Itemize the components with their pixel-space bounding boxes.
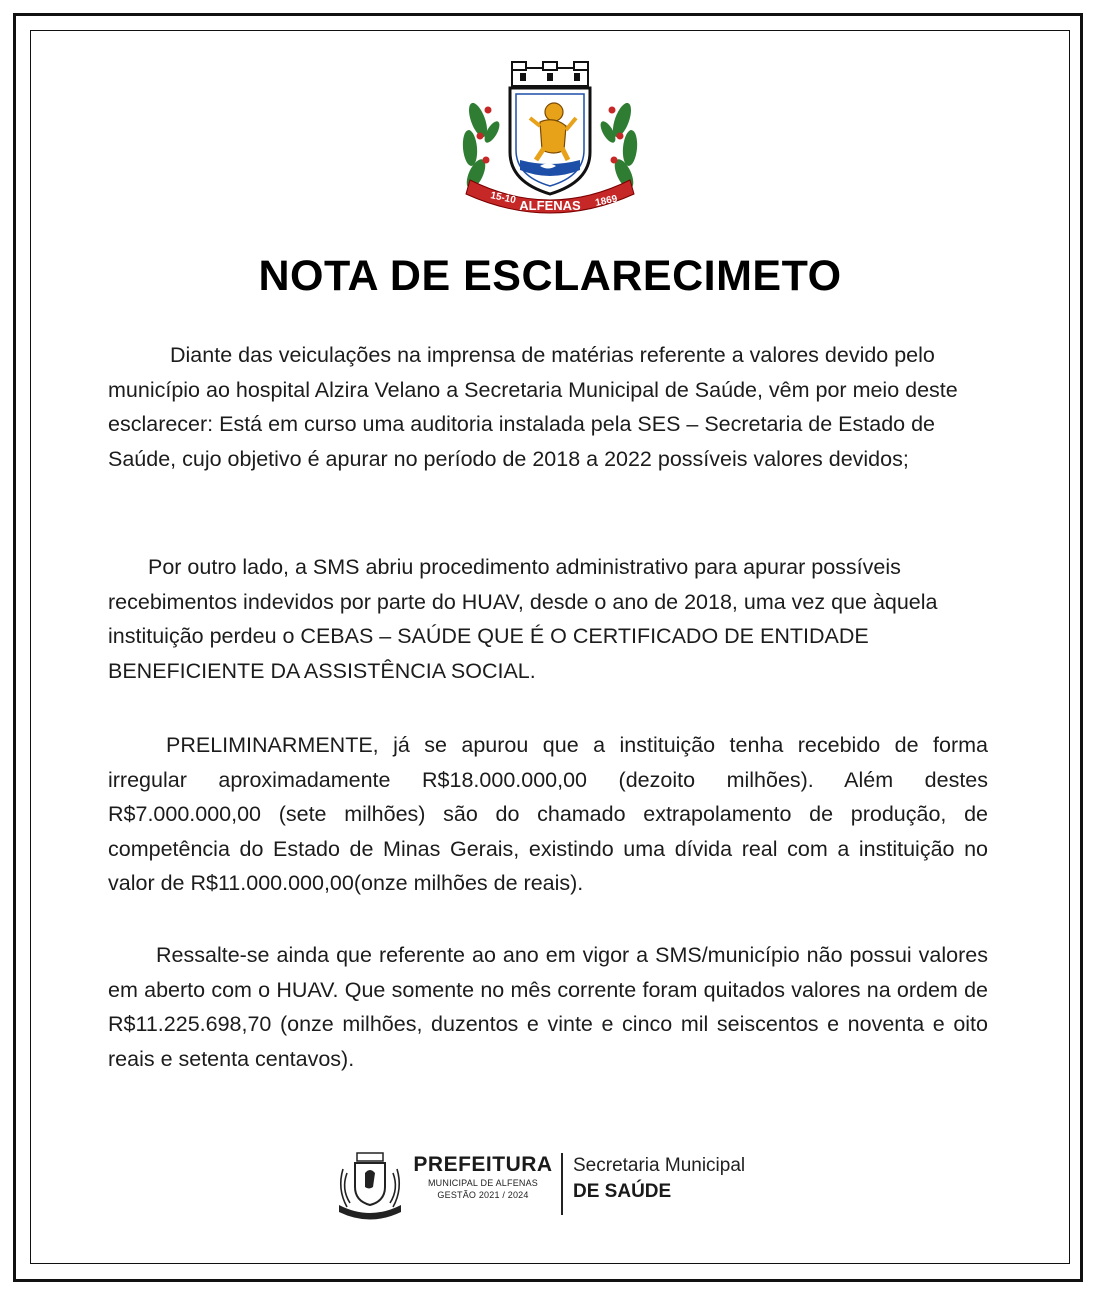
document-title: NOTA DE ESCLARECIMETO [258,252,842,300]
crest-banner-right: 1869 [594,193,619,209]
paragraph-4: Ressalte-se ainda que referente ao ano em vigor a SMS/município não possui valores em aberto com o HUAV. Que somente no mês corrente foram quitados valores na ordem de R$11.225.698,70 (onze milhões, duzentos e vinte e cinco mil seiscentos e noventa e oito reais e setenta centavos). [108,943,988,1071]
paragraph-1: Diante das veiculações na imprensa de matérias referente a valores devido pelo município ao hospital Alzira Velano a Secretaria Municipal de Saúde, vêm por meio deste esclarecer: Está em curso uma auditoria instalada pela SES – Secretaria de Estado de Saúde, cujo objetivo é apurar no período de 2018 a 2022 possíveis valores devidos; [108,343,958,471]
secretaria-block [573,1153,773,1205]
secretaria-label: Secretaria Municipal [573,1155,746,1176]
departamento-label: DE SAÚDE [573,1181,672,1202]
paragraph-2: Por outro lado, a SMS abriu procedimento administrativo para apurar possíveis recebimentos indevidos por parte do HUAV, desde o ano de 2018, uma vez que àquela instituição perdeu o CEBAS – SAÚDE QUE É O CERTIFICADO DE ENTIDADE BENEFICIENTE DA ASSISTÊNCIA SOCIAL. [108,555,938,683]
prefeitura-crest-icon [335,1149,405,1221]
alfenas-coat-of-arms [450,60,650,220]
crest-banner-center: ALFENAS [519,198,581,213]
prefeitura-label: PREFEITURA [413,1153,553,1176]
crest-banner-left: 15-10 [489,190,517,207]
footer-signature [335,1147,775,1222]
municipal-label: MUNICIPAL DE ALFENAS [427,1178,539,1188]
footer-divider [561,1153,563,1215]
paragraph-3: PRELIMINARMENTE, já se apurou que a instituição tenha recebido de forma irregular aproximadamente R$18.000.000,00 (dezoito milhões). Além destes R$7.000.000,00 (sete milhões) são do chamado extrapolamento de produção, de competência do Estado de Minas Gerais, existindo uma dívida real com a instituição no valor de R$11.000.000,00(onze milhões de reais). [108,733,988,895]
prefeitura-block [413,1153,553,1201]
gestao-label: GESTÃO 2021 / 2024 [437,1190,529,1200]
